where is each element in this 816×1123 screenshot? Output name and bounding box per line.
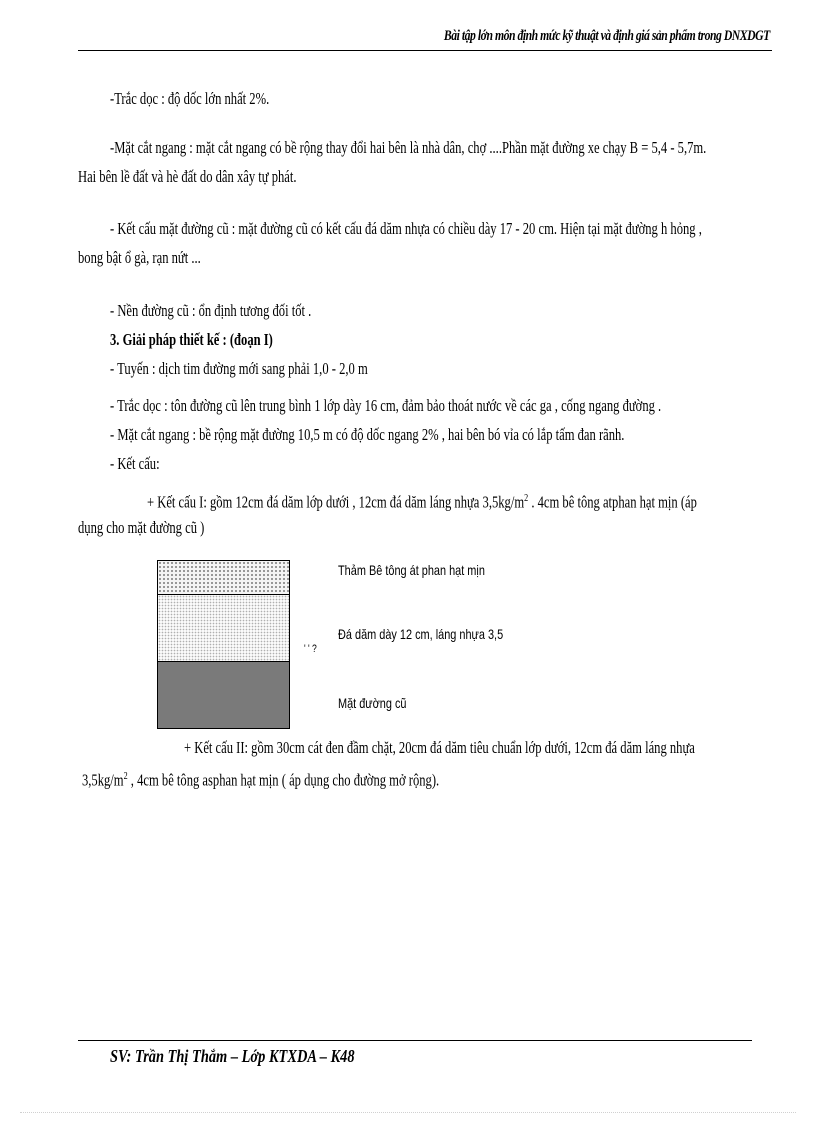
running-header: Bài tập lớn môn định mức kỹ thuật và định giá sản phẩm trong DNXDGT (444, 28, 770, 44)
paragraph-nen-duong: - Nền đường cũ : ổn định tương đối tốt . (110, 301, 312, 320)
old-road-layer (158, 662, 289, 728)
section-title: 3. Giải pháp thiết kế : (đoạn I) (110, 330, 273, 349)
footer-rule (78, 1040, 752, 1041)
page-bottom-border (20, 1112, 796, 1113)
ket-cau-1-line2: dụng cho mặt đường cũ ) (78, 518, 205, 537)
label-old-road-layer: Mặt đường cũ (338, 695, 407, 711)
ket-cau-2-text-a: 3,5kg/m (82, 770, 124, 790)
footer-author: SV: Trần Thị Thắm – Lớp KTXDA – K48 (110, 1046, 355, 1066)
ket-cau-1-text-b: . 4cm bê tông atphan hạt mịn (áp (528, 492, 697, 512)
paragraph-mat-cat-line2: Hai bên lề đất và hè đất do dân xây tự phát. (78, 167, 297, 186)
superscript-2: 2 (123, 770, 128, 782)
list-item-mat-cat-ngang: - Mặt cắt ngang : bề rộng mặt đường 10,5 m có độ dốc ngang 2% , hai bên bó vỉa có lắp tấm đan rãnh. (110, 425, 625, 444)
ket-cau-2-text-b: , 4cm bê tông asphan hạt mịn ( áp dụng cho đường mở rộng). (127, 770, 440, 790)
list-item-trac-doc: - Trắc dọc : tôn đường cũ lên trung bình 1 lớp dày 16 cm, đảm bảo thoát nước về các ga , cống ngang đường . (110, 396, 662, 415)
pavement-layer-diagram (157, 560, 290, 729)
ket-cau-2-line1: + Kết cấu II: gồm 30cm cát đen đầm chặt, 20cm đá dăm tiêu chuẩn lớp dưới, 12cm đá dăm láng nhựa (184, 738, 695, 757)
ket-cau-1-line1 (147, 484, 697, 517)
list-item-tuyen: - Tuyến : dịch tim đường mới sang phải 1,0 - 2,0 m (110, 359, 368, 378)
ket-cau-1-text-a: + Kết cấu I: gồm 12cm đá dăm lớp dưới , 12cm đá dăm láng nhựa 3,5kg/m (147, 492, 525, 512)
ket-cau-2-line2 (82, 762, 439, 795)
macadam-layer (158, 595, 289, 662)
paragraph-ket-cau-line1: - Kết cấu mặt đường cũ : mặt đường cũ có kết cấu đá dăm nhựa có chiều dày 17 - 20 cm. Hiện tại mặt đường h hỏng , (110, 219, 702, 238)
list-item-ket-cau: - Kết cấu: (110, 454, 160, 473)
paragraph-ket-cau-line2: bong bật ổ gà, rạn nứt ... (78, 248, 201, 267)
label-stray-marks: ' ' ? (304, 643, 317, 655)
paragraph-trac-doc: -Trắc dọc : độ dốc lớn nhất 2%. (110, 89, 270, 108)
paragraph-mat-cat-line1: -Mặt cắt ngang : mặt cắt ngang có bề rộng thay đổi hai bên là nhà dân, chợ ....Phần mặt đường xe chạy B = 5,4 - 5,7m. (110, 138, 707, 157)
asphalt-layer (158, 561, 289, 595)
label-macadam-layer: Đá dăm dày 12 cm, láng nhựa 3,5 (338, 626, 504, 642)
label-asphalt-layer: Thảm Bê tông át phan hạt mịn (338, 562, 485, 578)
header-rule (78, 50, 772, 51)
superscript-2: 2 (524, 492, 529, 504)
